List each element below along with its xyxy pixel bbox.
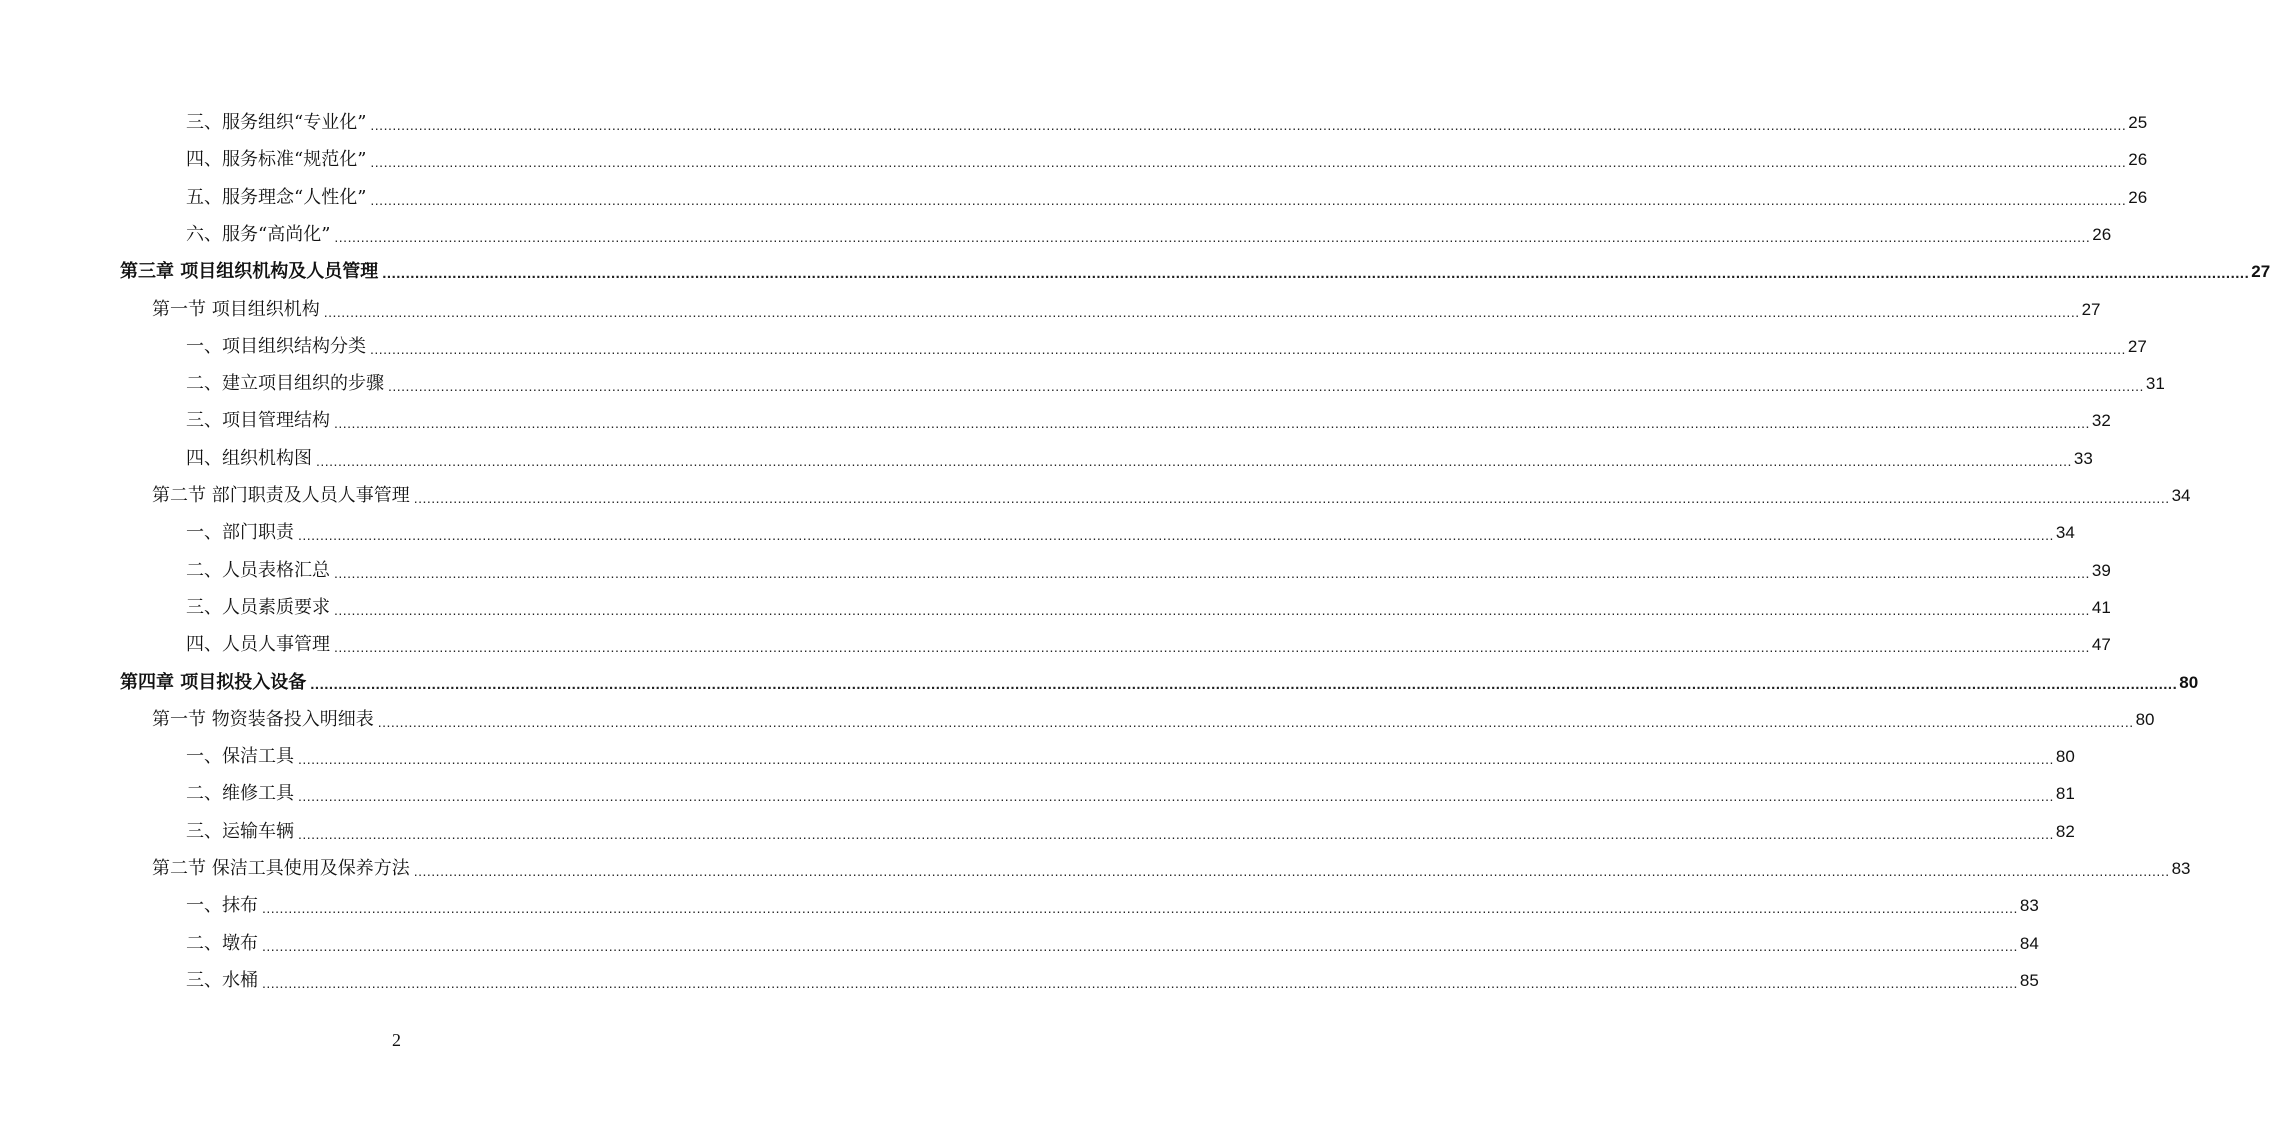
toc-section-entry[interactable] [152, 471, 2191, 508]
toc-dot-leader: ................................................................................................................................................................................................................................................................................................................................................................................................................ [298, 751, 2054, 768]
toc-subsection-entry[interactable] [186, 956, 2039, 993]
toc-entry-title: 一、项目组织结构分类 [186, 335, 366, 357]
toc-dot-leader: ................................................................................................................................................................................................................................................................................................................................................................................................................ [377, 713, 2134, 730]
toc-entry-page: 41 [2091, 597, 2111, 617]
toc-entry-page: 32 [2091, 411, 2111, 431]
toc-entry-page: 34 [2055, 523, 2075, 543]
toc-entry-title: 二、维修工具 [186, 783, 294, 805]
toc-section-entry[interactable] [152, 844, 2191, 881]
toc-entry-page: 27 [2251, 262, 2270, 282]
toc-entry-title: 三、人员素质要求 [186, 596, 330, 618]
toc-subsection-entry[interactable] [186, 396, 2111, 433]
toc-dot-leader: ................................................................................................................................................................................................................................................................................................................................................................................................................ [298, 825, 2054, 842]
toc-dot-leader: ................................................................................................................................................................................................................................................................................................................................................................................................................ [370, 154, 2127, 171]
toc-subsection-entry[interactable] [186, 769, 2075, 806]
toc-entry-page: 26 [2128, 150, 2148, 170]
toc-entry-title: 四、服务标准“规范化” [186, 149, 367, 171]
toc-entry-page: 47 [2091, 635, 2111, 655]
toc-subsection-entry[interactable] [186, 135, 2148, 172]
toc-entry-page: 27 [2081, 299, 2101, 319]
toc-entry-title: 第二节 保洁工具使用及保养方法 [152, 858, 410, 879]
toc-dot-leader: ................................................................................................................................................................................................................................................................................................................................................................................................................ [262, 974, 2018, 991]
toc-dot-leader: ................................................................................................................................................................................................................................................................................................................................................................................................................ [370, 340, 2126, 357]
toc-entry-title: 一、部门职责 [186, 522, 294, 544]
toc-chapter-entry[interactable] [120, 247, 2270, 284]
toc-entry-page: 84 [2019, 933, 2039, 953]
toc-dot-leader: ................................................................................................................................................................................................................................................................................................................................................................................................................ [370, 117, 2127, 133]
toc-subsection-entry[interactable] [186, 807, 2075, 844]
toc-subsection-entry[interactable] [186, 583, 2111, 620]
toc-subsection-entry[interactable] [186, 732, 2075, 769]
toc-entry-title: 六、服务“高尚化” [186, 223, 331, 245]
toc-entry-page: 81 [2055, 784, 2075, 804]
toc-dot-leader: ................................................................................................................................................................................................................................................................................................................................................................................................................ [334, 415, 2090, 432]
toc-subsection-entry[interactable] [186, 322, 2147, 359]
toc-entry-page: 25 [2128, 113, 2148, 132]
toc-dot-leader: ................................................................................................................................................................................................................................................................................................................................................................................................................ [413, 863, 2170, 879]
toc-entry-title: 第二节 部门职责及人员人事管理 [152, 485, 410, 506]
toc-entry-page: 85 [2019, 970, 2039, 990]
toc-dot-leader: ................................................................................................................................................................................................................................................................................................................................................................................................................ [382, 265, 2250, 283]
toc-entry-title: 一、抹布 [186, 895, 258, 917]
toc-entry-title: 四、组织机构图 [186, 447, 312, 469]
toc-dot-leader: ................................................................................................................................................................................................................................................................................................................................................................................................................ [262, 900, 2018, 917]
toc-subsection-entry[interactable] [186, 98, 2148, 135]
toc-entry-title: 第三章 项目组织机构及人员管理 [120, 261, 379, 283]
toc-entry-page: 27 [2127, 336, 2147, 356]
toc-entry-title: 三、运输车辆 [186, 820, 294, 842]
toc-dot-leader: ................................................................................................................................................................................................................................................................................................................................................................................................................ [262, 937, 2018, 954]
toc-dot-leader: ................................................................................................................................................................................................................................................................................................................................................................................................................ [388, 378, 2144, 395]
toc-entry-page: 80 [2055, 747, 2075, 767]
toc-section-entry[interactable] [152, 285, 2101, 322]
toc-dot-leader: ................................................................................................................................................................................................................................................................................................................................................................................................................ [334, 564, 2090, 581]
toc-entry-page: 33 [2073, 448, 2093, 468]
toc-dot-leader: ................................................................................................................................................................................................................................................................................................................................................................................................................ [298, 527, 2054, 544]
toc-entry-page: 83 [2171, 859, 2191, 878]
toc-entry-page: 80 [2135, 709, 2155, 729]
toc-subsection-entry[interactable] [186, 173, 2148, 210]
toc-dot-leader: ................................................................................................................................................................................................................................................................................................................................................................................................................ [323, 303, 2080, 320]
toc-subsection-entry[interactable] [186, 919, 2039, 956]
toc-dot-leader: ................................................................................................................................................................................................................................................................................................................................................................................................................ [413, 490, 2170, 506]
toc-entry-title: 二、人员表格汇总 [186, 559, 330, 581]
toc-entry-page: 39 [2091, 560, 2111, 580]
toc-entry-page: 34 [2171, 486, 2191, 505]
toc-entry-title: 三、服务组织“专业化” [186, 112, 367, 133]
toc-chapter-entry[interactable] [120, 658, 2199, 695]
toc-dot-leader: ................................................................................................................................................................................................................................................................................................................................................................................................................ [334, 639, 2090, 656]
toc-section-entry[interactable] [152, 695, 2155, 732]
toc-entry-page: 26 [2092, 224, 2112, 244]
toc-entry-page: 31 [2145, 374, 2165, 394]
toc-entry-title: 第一节 项目组织机构 [152, 298, 320, 320]
toc-subsection-entry[interactable] [186, 434, 2093, 471]
toc-subsection-entry[interactable] [186, 546, 2111, 583]
toc-entry-title: 第四章 项目拟投入设备 [120, 671, 307, 693]
toc-subsection-entry[interactable] [186, 620, 2111, 657]
toc-entry-page: 80 [2179, 672, 2199, 692]
toc-dot-leader: ................................................................................................................................................................................................................................................................................................................................................................................................................ [298, 788, 2054, 805]
toc-entry-page: 82 [2055, 821, 2075, 841]
toc-entry-title: 一、保洁工具 [186, 746, 294, 768]
toc-entry-title: 二、墩布 [186, 932, 258, 954]
toc-entry-title: 三、项目管理结构 [186, 410, 330, 432]
toc-subsection-entry[interactable] [186, 881, 2039, 918]
toc-dot-leader: ................................................................................................................................................................................................................................................................................................................................................................................................................ [334, 601, 2090, 618]
toc-entry-title: 四、人员人事管理 [186, 634, 330, 656]
toc-entry-page: 83 [2019, 896, 2039, 916]
toc-entry-title: 五、服务理念“人性化” [186, 186, 367, 208]
toc-dot-leader: ................................................................................................................................................................................................................................................................................................................................................................................................................ [316, 452, 2072, 469]
toc-entry-title: 二、建立项目组织的步骤 [186, 373, 384, 395]
toc-dot-leader: ................................................................................................................................................................................................................................................................................................................................................................................................................ [310, 675, 2178, 693]
toc-subsection-entry[interactable] [186, 508, 2075, 545]
toc-entry-page: 26 [2128, 187, 2148, 207]
toc-dot-leader: ................................................................................................................................................................................................................................................................................................................................................................................................................ [334, 228, 2091, 245]
toc-entry-title: 三、水桶 [186, 969, 258, 991]
toc-dot-leader: ................................................................................................................................................................................................................................................................................................................................................................................................................ [370, 191, 2127, 208]
toc-entry-title: 第一节 物资装备投入明细表 [152, 708, 374, 730]
toc-subsection-entry[interactable] [186, 210, 2112, 247]
page-number: 2 [392, 1030, 401, 1050]
toc-subsection-entry[interactable] [186, 359, 2165, 396]
